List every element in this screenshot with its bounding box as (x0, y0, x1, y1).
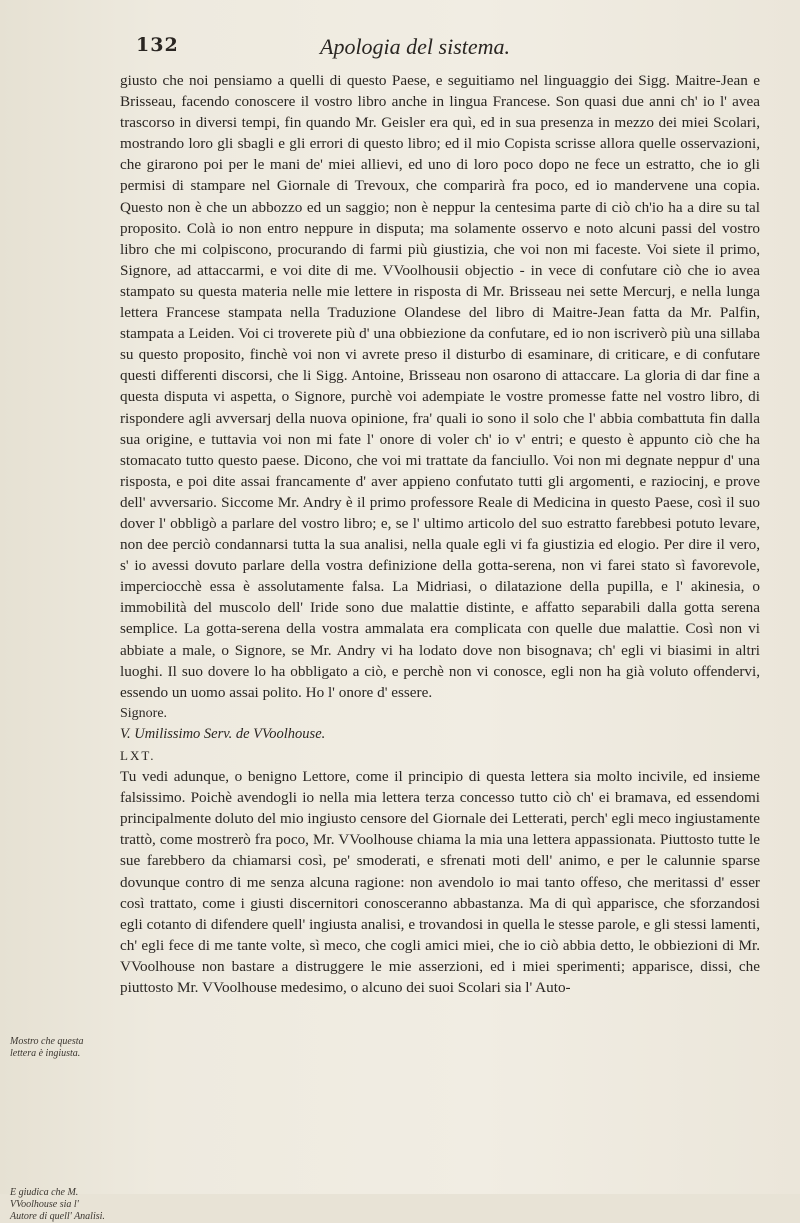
page-number: 132 (136, 34, 179, 56)
section-heading: LXT. (120, 748, 156, 763)
page-header (0, 34, 800, 60)
paragraph-1: giusto che noi pensiamo a quelli di questo Paese, e seguitiamo nel linguaggio dei Sigg. Maitre-Jean e Brisseau, facendo conoscere il vostro libro anche in lingua Francese. Son quasi due anni ch' io l' avea trascorso in diversi tempi, fin quando Mr. Geisler era quì, ed in sua presenza in mezzo dei miei Scolari, mostrando loro gli sbagli e gli errori di questo libro; ed il mio Copista scrisse allora quelle osservazioni, che girarono poi per le mani de' miei allievi, ed uno di loro poco dopo ne fece un estratto, che io gli permisi di stampare nel Giornale di Trevoux, che comparirà fra poco, ed io mandervene una copia. Questo non è che un abbozzo ed un saggio; non è neppur la centesima parte di ciò ch'io ha a dire su tal proposito. Colà io non entro neppure in disputa; ma solamente osservo e noto alcuni passi del vostro libro che mi colpiscono, procurando di farmi più giustizia, che voi non mi faceste. Voi siete il primo, Signore, ad attaccarmi, e voi dite di me. VVoolhousii objectio - in vece di confutare ciò che io avea stampato su questa materia nelle mie lettere in risposta di Mr. Brisseau nei sette Mercurj, e nella lunga lettera Francese stampata nella Traduzione Olandese del libro di Maitre-Jean fatta da Mr. Palfin, stampata a Leiden. Voi ci troverete più d' una obbiezione da confutare, ed io non iscriverò più una sillaba su questo proposito, finchè voi non vi avrete preso il disturbo di esaminare, di criticare, e di confutare questi differenti discorsi, che li Sigg. Antoine, Brisseau non osarono di attaccare. La gloria di dar fine a questa disputa vi aspetta, o Signore, purchè voi adempiate le vostre promesse fatte nel vostro libro, di rispondere agli avversarj della nuova opinione, fra' quali io sono il solo che l' abbia combattuta fin dalla sua origine, e tuttavia voi non mi fate l' onore di voler ch' io v' entri; e questo è appunto ciò che ha stomacato tutto questo paese. Dicono, che voi mi trattate da fanciullo. Voi non mi degnate neppur d' una risposta, e poi dite assai francamente d' aver appieno confutato tutti gli argomenti, e raziocinj, e prove dell' avversario. Siccome Mr. Andry è il primo professore Reale di Medicina in questo Paese, così il suo dover l' obbligò a parlare del vostro libro; e, se l' ultimo articolo del suo estratto farebbesi potuto levare, non dee perciò condannarsi tutta la sua analisi, nella quale egli vi fa giustizia ed elogio. Per dire il vero, s' io avessi dovuto parlare della vostra definizione della gotta-serena, non vi farei stato sì favorevole, imperciocchè essa è assolutamente falsa. La Midriasi, o dilatazione della pupilla, e l' akinesia, o immobilità del muscolo dell' Iride sono due malattie distinte, e affatto separabili dalla gotta serena semplice. La gotta-serena della vostra ammalata era complicata con quelle due malattie. Così non vi abbiate a male, o Signore, se Mr. Andry vi ha lodato dove non bisognava; ch' egli vi biasimi in altri luoghi. Il suo dovere lo ha obbligato a ciò, e perchè non vi conosce, egli non ha già voluto offendervi, essendo un uomo assai polito. Ho l' onore d' essere. (120, 72, 760, 701)
signature: V. Umilissimo Serv. de VVoolhouse. (120, 725, 326, 742)
paragraph-2: Tu vedi adunque, o benigno Lettore, come il principio di questa lettera sia molto incivile, ed insieme falsissimo. Poichè avendogli io nella mia lettera terza concesso tutto ciò ch' ei bramava, ed essendomi principalmente doluto del mio ingiusto censore del Giornale dei Letterati, perch' egli meco ingiustamente trattò, come mostrerò fra poco, Mr. VVoolhouse chiama la mia una lettera appassionata. Piuttosto tutte le sue farebbero da chiamarsi così, pe' smoderati, e sfrenati moti dell' animo, e per le calunnie sparse dovunque contro di me senza alcuna ragione: non avendolo io mai tanto offeso, che meritassi d' esser così trattato, come i giusti discernitori conosceranno abbastanza. Ma di quì apparisce, che sforzandosi egli cotanto di difendere quell' ingiusta analisi, e trovandosi in quella le stesse parole, e gli stessi lamenti, ch' egli fece di me tante volte, sì meco, che cogli amici miei, che io ciò abbia detto, le obbiezioni di Mr. VVoolhouse non bastare a distruggere le mie asserzioni, ed i miei sperimenti; apparisce, dissi, che piuttosto Mr. VVoolhouse medesimo, o alcuno dei suoi Scolari sia l' Auto- (120, 768, 760, 997)
margin-note-1: Mostro che questa lettera è ingiusta. (10, 1036, 84, 1059)
salutation: Signore. (120, 705, 168, 721)
running-head: Apologia del sistema. (320, 34, 511, 59)
margin-note-2: E giudica che M. VVoolhouse sia l' Autore di quell' Analisi. (10, 1187, 105, 1222)
body-text (120, 70, 760, 998)
